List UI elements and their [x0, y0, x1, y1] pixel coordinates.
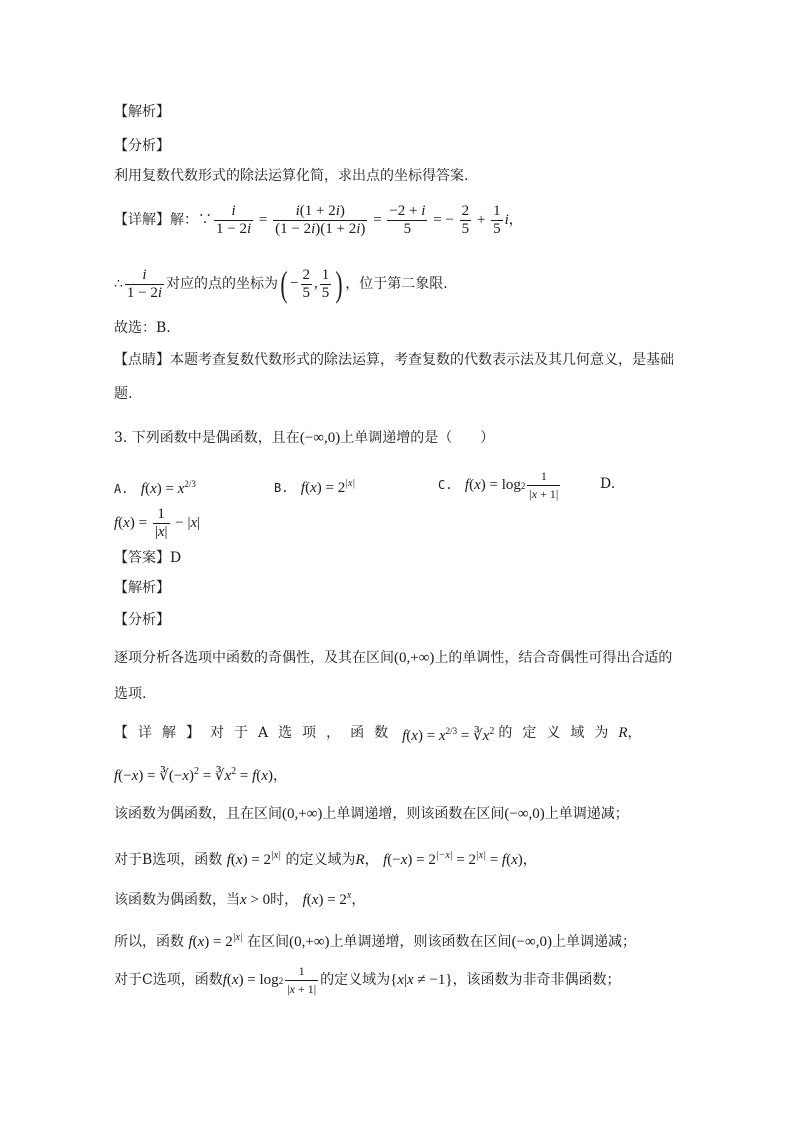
option-c: C. f(x) = log2 $\frac{1}{|x + 1|}$: [438, 469, 559, 501]
option-d-label: D.: [600, 476, 616, 492]
therefore-prefix: ∴: [114, 276, 123, 292]
so-line: 所以，函数 $f(x) = 2^{|x|}$ 在区间(0,+∞)上单调递增，则该函数在区间(−∞,0)上单调递减；: [114, 932, 636, 950]
complex-division-formula: $\frac{i}{1 - 2i}$ = $\frac{i(1 + 2i)}{(1 - 2i)(1 + 2i)}$ = $\frac{-2 + i}{5}$ = − $\frac{2}{5}$ + $\frac{1}{5}$ i: [216, 202, 509, 237]
analysis-text-1: 利用复数代数形式的除法运算化简，求出点的坐标得答案.: [114, 168, 469, 184]
detail-prefix: 【详解】解：∵: [114, 212, 212, 228]
analysis-text-2: 逐项分析各选项中函数的奇偶性，及其在区间(0,+∞)上的单调性，结合奇偶性可得出合适的: [114, 650, 673, 666]
option-d-formula: f(x) = $\frac{1}{|x|}$ − |x|: [114, 505, 201, 540]
option-b: B. $f(x) = 2^{|x|}$: [274, 478, 356, 496]
even-a-line: 该函数为偶函数，且在区间(0,+∞)上单调递增，则该函数在区间(−∞,0)上单调递减；: [114, 806, 629, 822]
therefore-suffix: ，位于第二象限.: [345, 276, 448, 292]
comment-cont: 题.: [114, 386, 133, 402]
section-jiexi-1: 【解析】: [114, 104, 170, 120]
question-3: 3. 下列函数中是偶函数，且在(−∞,0)上单调递增的是（ ）: [114, 430, 495, 446]
choose-line: 故选：B.: [114, 320, 171, 336]
options-row: [114, 468, 684, 501]
detail-a-line: 【详解】对于A选项，函数 $f(x) = x^{2/3}$ = $∛x^2$ 的定义域为 R ，: [114, 725, 642, 744]
therefore-line: ∴ $\frac{i}{1 - 2i}$ 对应的点的坐标为 ( − $\frac{2}{5}$ , $\frac{1}{5}$ ) ，位于第二象限.: [114, 264, 448, 304]
b-even-line: 该函数为偶函数，当x > 0时， $f(x) = 2^x$，: [114, 890, 366, 908]
answer-line: 【答案】D: [114, 550, 182, 566]
point-coordinate: ( − $\frac{2}{5}$ , $\frac{1}{5}$ ): [280, 264, 343, 304]
section-jiexi-2: 【解析】: [114, 580, 170, 596]
section-fenxi-2: 【分析】: [114, 612, 170, 628]
detail-eq-comma: ，: [508, 212, 523, 228]
therefore-mid: 对应的点的坐标为: [166, 276, 279, 292]
comment-line: 【点睛】本题考查复数代数形式的除法运算，考查复数的代数表示法及其几何意义，是基础: [114, 352, 674, 368]
analysis-text-2c: 选项.: [114, 686, 147, 702]
section-fenxi-1: 【分析】: [114, 138, 170, 154]
detail-b-line: 对于B选项，函数 $f(x) = 2^{|x|}$ 的定义域为R， $f(-x) = 2^{|-x|} = 2^{|x|} = f(x)$，: [114, 850, 537, 868]
detail-a-formula: $f(-x) = ∛(-x)^2$ = $∛x^2 = f(x)$，: [114, 766, 287, 784]
detail-c-line: 对于C选项，函数 f(x) = log2 $\frac{1}{|x + 1|}$ 的定义域为 {x|x ≠ −1} ，该函数为非奇非偶函数；: [114, 963, 621, 996]
detail-line-1: [114, 198, 684, 242]
option-a: A. $f(x) = x^{2/3}$: [114, 479, 196, 497]
